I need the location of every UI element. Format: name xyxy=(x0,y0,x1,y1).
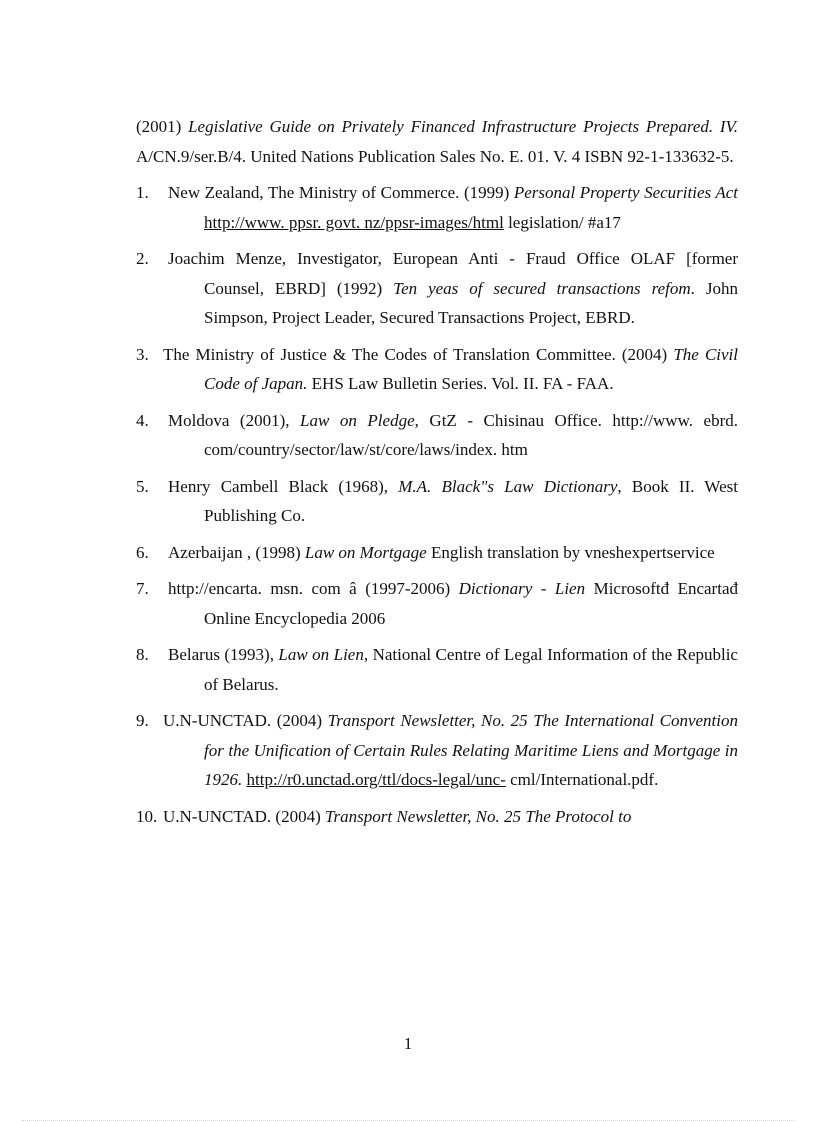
reference-title: M.A. Black"s Law Dictionary xyxy=(398,476,618,496)
reference-number: 1. xyxy=(136,183,149,202)
reference-link[interactable]: http://www. ppsr. govt. nz/ppsr-images/html xyxy=(204,212,504,232)
reference-number: 8. xyxy=(136,645,149,664)
reference-number: 10. xyxy=(136,806,158,826)
reference-number: 6. xyxy=(136,542,149,562)
reference-item-9 xyxy=(136,706,738,795)
reference-number: 5. xyxy=(136,476,149,496)
document-body xyxy=(136,112,738,838)
reference-number: 7. xyxy=(136,579,149,598)
reference-title: Transport Newsletter, No. 25 The International Convention for the Unification of Certain Rules Relating Maritime Liens and Mortgage in 1926. xyxy=(204,711,738,789)
reference-title: Law on Mortgage xyxy=(304,542,427,562)
reference-item-7 xyxy=(136,574,738,633)
intro-pre: (2001) xyxy=(136,117,189,136)
reference-item-8 xyxy=(136,640,738,699)
reference-number: 4. xyxy=(136,410,149,430)
reference-post: , GtZ - Chisinau Office. http://www. ebrd. com/country/sector/law/st/core/laws/index. htm xyxy=(204,410,738,459)
reference-title: Ten yeas of secured transactions refom xyxy=(393,278,691,298)
reference-pre: New Zealand, The Ministry of Commerce. (1999) xyxy=(168,183,514,202)
reference-pre: Belarus (1993), xyxy=(168,645,279,664)
reference-pre: Joachim Menze, Investigator, European Anti - Fraud Office OLAF [former Counsel, EBRD] (1992) xyxy=(168,249,738,298)
reference-item-4 xyxy=(136,406,738,465)
reference-pre: U.N-UNCTAD. (2004) xyxy=(163,806,326,826)
reference-title: Transport Newsletter, No. 25 The Protocol to xyxy=(325,806,632,826)
reference-pre: U.N-UNCTAD. (2004) xyxy=(163,711,328,730)
reference-item-5 xyxy=(136,472,738,531)
reference-post: , Book II. West Publishing Co. xyxy=(204,476,738,525)
intro-reference xyxy=(136,112,738,171)
reference-post: legislation/ #a17 xyxy=(503,212,621,232)
reference-post: . John Simpson, Project Leader, Secured Transactions Project, EBRD. xyxy=(204,278,738,327)
reference-number: 3. xyxy=(136,344,149,364)
reference-item-1 xyxy=(136,178,738,237)
reference-pre: Henry Cambell Black (1968), xyxy=(168,476,399,496)
reference-item-6 xyxy=(136,538,738,568)
reference-pre: http://encarta. msn. com â (1997-2006) xyxy=(168,579,459,598)
intro-post: A/CN.9/ser.B/4. United Nations Publication Sales No. E. 01. V. 4 ISBN 92-1-133632-5. xyxy=(136,146,734,166)
intro-title: Legislative Guide on Privately Financed Infrastructure Projects Prepared. IV. xyxy=(188,117,738,136)
reference-post: , National Centre of Legal Information of the Republic of Belarus. xyxy=(204,645,738,694)
reference-post: EHS Law Bulletin Series. Vol. II. FA - FAA. xyxy=(307,374,614,393)
reference-post: cml/International.pdf. xyxy=(510,770,659,789)
reference-list xyxy=(136,178,738,831)
reference-item-2 xyxy=(136,244,738,333)
reference-item-3 xyxy=(136,340,738,399)
reference-title: Dictionary - Lien xyxy=(458,579,586,598)
reference-number: 9. xyxy=(136,711,149,730)
reference-number: 2. xyxy=(136,249,149,268)
page-bottom-divider xyxy=(22,1120,794,1121)
reference-item-10 xyxy=(136,802,738,832)
reference-title: Law on Pledge xyxy=(300,410,415,430)
reference-post: English translation by vneshexpertservice xyxy=(426,542,715,562)
reference-pre: Moldova (2001), xyxy=(168,410,301,430)
reference-link[interactable]: http://r0.unctad.org/ttl/docs-legal/unc- xyxy=(246,770,506,789)
reference-pre: Azerbaijan , (1998) xyxy=(168,542,305,562)
reference-pre: The Ministry of Justice & The Codes of Translation Committee. (2004) xyxy=(163,344,674,364)
reference-title: Personal Property Securities Act xyxy=(513,183,738,202)
reference-post: Microsoftđ Encartađ Online Encyclopedia 2006 xyxy=(204,579,738,628)
reference-title: The Civil Code of Japan. xyxy=(204,344,738,393)
reference-title: Law on Lien xyxy=(278,645,364,664)
page-number: 1 xyxy=(403,1034,413,1053)
